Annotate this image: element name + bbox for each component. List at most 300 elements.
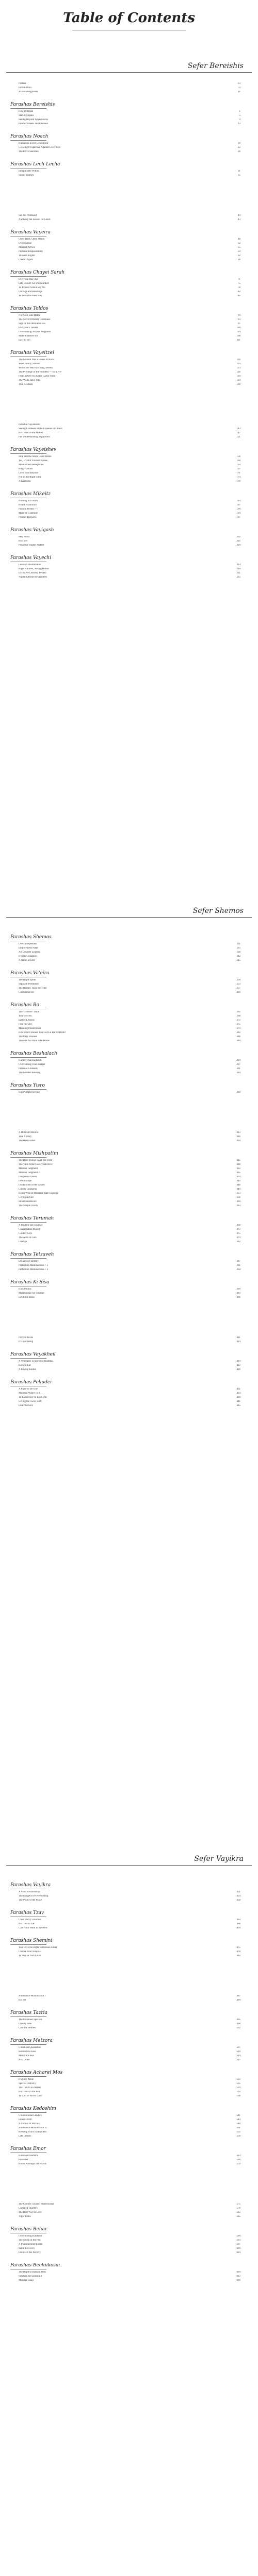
toc-entry-title: Towards Rights	[19, 255, 35, 257]
toc-entry[interactable]	[19, 383, 240, 386]
toc-entry[interactable]	[19, 110, 240, 113]
toc-entry-page: 242	[236, 955, 240, 958]
toc-entry[interactable]	[19, 2055, 240, 2058]
toc-entry-page: 272	[236, 1019, 240, 1022]
toc-entry[interactable]	[19, 286, 240, 290]
toc-entry-title: Proactive Higher Perfect	[19, 544, 44, 547]
toc-entry[interactable]	[19, 314, 240, 317]
toc-entry-title: Harder Than Kadshim	[19, 1059, 42, 1062]
toc-entry[interactable]	[19, 428, 240, 431]
toc-entry[interactable]	[19, 955, 240, 958]
toc-entry[interactable]	[19, 2163, 240, 2166]
toc-entry-title: Growing Perspective Against Every Evil	[19, 146, 61, 149]
toc-entry[interactable]	[19, 432, 240, 435]
toc-entry[interactable]	[19, 331, 240, 334]
toc-entry[interactable]	[19, 2091, 240, 2094]
toc-entry-title: Old Age and Blessings	[19, 291, 42, 293]
toc-entry[interactable]	[19, 323, 240, 326]
toc-entry-page: 218	[236, 568, 240, 570]
toc-entry-page: 470	[236, 1927, 240, 1929]
toc-entry[interactable]	[19, 1404, 240, 1408]
toc-entry[interactable]	[19, 1072, 240, 1075]
book-title: Sefer Shemos	[192, 907, 244, 915]
toc-entry[interactable]	[19, 1140, 240, 1143]
toc-entry[interactable]	[19, 959, 240, 962]
toc-entry[interactable]	[19, 2275, 240, 2278]
toc-entry[interactable]	[19, 375, 240, 378]
toc-entry[interactable]	[19, 1360, 240, 1363]
toc-entry-title: Advertising	[19, 480, 31, 483]
toc-entry-page: 31	[238, 170, 240, 173]
toc-entry[interactable]	[19, 259, 240, 262]
toc-entry[interactable]	[19, 508, 240, 511]
toc-entry[interactable]	[19, 536, 240, 539]
toc-entry[interactable]	[19, 504, 240, 507]
toc-entry[interactable]	[19, 87, 240, 90]
toc-entry-page: xv	[238, 91, 240, 93]
toc-entry[interactable]	[19, 2123, 240, 2126]
toc-entry[interactable]	[19, 174, 240, 177]
toc-entry[interactable]	[19, 480, 240, 483]
toc-entry[interactable]	[19, 363, 240, 366]
parsha-heading: Parashas Vayechi	[10, 555, 52, 561]
toc-entry-title: The Walls Have Jobs	[19, 379, 41, 382]
toc-entry-page: 163	[236, 464, 240, 466]
toc-entry[interactable]	[19, 1180, 240, 1183]
toc-entry[interactable]	[19, 2271, 240, 2274]
toc-entry-title: Yes, It's Not Yourself Speak	[19, 460, 47, 462]
toc-entry[interactable]	[19, 1059, 240, 1062]
toc-entry-page: 387	[236, 1260, 240, 1263]
toc-entry[interactable]	[19, 339, 240, 342]
toc-entry[interactable]	[19, 1364, 240, 1367]
toc-entry[interactable]	[19, 1232, 240, 1235]
toc-entry[interactable]	[19, 979, 240, 982]
toc-entry-page: 48	[238, 238, 240, 241]
toc-entry[interactable]	[19, 146, 240, 149]
toc-entry[interactable]	[19, 987, 240, 990]
toc-entry-page: 238	[236, 951, 240, 954]
toc-entry-page: 609	[236, 2271, 240, 2274]
toc-entry[interactable]	[19, 1368, 240, 1371]
toc-entry[interactable]	[19, 947, 240, 950]
parsha-heading: Parashas Tzav	[10, 1910, 44, 1916]
toc-entry[interactable]	[19, 150, 240, 154]
toc-entry[interactable]	[19, 1011, 240, 1014]
toc-entry[interactable]	[19, 242, 240, 245]
toc-entry[interactable]	[19, 1923, 240, 1926]
toc-entry-title: Seeing Clotheses at the Expense of Others	[19, 428, 62, 430]
toc-entry-page: 294	[236, 1059, 240, 1062]
toc-entry[interactable]	[19, 1063, 240, 1066]
toc-entry[interactable]	[19, 1260, 240, 1263]
toc-entry-page: 514	[236, 2055, 240, 2057]
toc-entry[interactable]	[19, 1995, 240, 1998]
toc-entry[interactable]	[19, 335, 240, 338]
toc-entry-title: Dangerous Deeds	[19, 1176, 37, 1178]
toc-entry[interactable]	[19, 327, 240, 330]
toc-entry-page: 597	[236, 2243, 240, 2246]
toc-entry-page: 93	[238, 318, 240, 321]
toc-entry-title: It's His Guidances	[19, 955, 38, 958]
toc-entry-page: 458	[236, 1899, 240, 1902]
toc-entry-title: Sound Journey	[19, 174, 34, 177]
toc-entry-page: 463	[236, 1919, 240, 1921]
toc-entry-page: 566	[236, 2159, 240, 2161]
toc-entry-title: Product Respects	[19, 516, 37, 519]
toc-entry[interactable]	[19, 472, 240, 475]
toc-entry-page: 187	[236, 504, 240, 506]
toc-entry-title: Righteous in His Generation	[19, 142, 49, 145]
toc-entry[interactable]	[19, 238, 240, 241]
parsha-heading: Parashas Yisro	[10, 1083, 45, 1088]
toc-entry[interactable]	[19, 1091, 240, 1094]
toc-entry-title: To Call or Not to Call?	[19, 2095, 42, 2097]
toc-entry-page: 478	[236, 1951, 240, 1953]
toc-entry-title: Parashas Vayishlach	[19, 423, 40, 426]
toc-entry[interactable]	[19, 2239, 240, 2242]
toc-entry[interactable]	[19, 1400, 240, 1403]
toc-entry[interactable]	[19, 170, 240, 173]
toc-entry[interactable]	[19, 1999, 240, 2002]
toc-entry[interactable]	[19, 476, 240, 479]
toc-entry-page: 100	[236, 327, 240, 329]
toc-entry-page: 438	[236, 1396, 240, 1399]
toc-entry-page: 349	[236, 1188, 240, 1191]
toc-entry-page: 167	[236, 468, 240, 470]
toc-entry[interactable]	[19, 1288, 240, 1291]
toc-entry[interactable]	[19, 460, 240, 463]
toc-entry[interactable]	[19, 255, 240, 258]
toc-entry-page: 18	[238, 142, 240, 145]
toc-entry[interactable]	[19, 1192, 240, 1195]
toc-entry-page: 253	[236, 983, 240, 986]
toc-entry-title: The Ground Was a House of Rock	[19, 359, 54, 361]
toc-entry-page: 507	[236, 2046, 240, 2049]
toc-entry[interactable]	[19, 1946, 240, 1950]
toc-entry-page: 116	[236, 359, 240, 361]
toc-entry-title: Cramped Quarters	[19, 2207, 38, 2210]
toc-entry[interactable]	[19, 1388, 240, 1391]
toc-entry-title: From Where Do Grace Come From?	[19, 375, 57, 378]
toc-entry-title: Dollarwise Identity	[19, 1260, 39, 1263]
toc-entry[interactable]	[19, 1176, 240, 1179]
toc-entry-title: Lineage	[19, 1241, 27, 1243]
toc-entry[interactable]	[19, 114, 240, 117]
toc-entry[interactable]	[19, 2215, 240, 2218]
toc-entry-title: The 'Geneive' Trade	[19, 1011, 40, 1013]
toc-entry[interactable]	[19, 2119, 240, 2122]
toc-entry[interactable]	[19, 2243, 240, 2246]
parsha-underline	[10, 1089, 46, 1090]
toc-entry[interactable]	[19, 214, 240, 217]
toc-entry[interactable]	[19, 436, 240, 439]
toc-entry-page: 301	[236, 1067, 240, 1070]
toc-entry-title: A Loving Kindle	[19, 1368, 36, 1371]
toc-entry[interactable]	[19, 1027, 240, 1030]
parsha-heading: Parashas Tetzaveh	[10, 1252, 54, 1257]
toc-entry-page: 475	[236, 1946, 240, 1949]
toc-entry-page: 575	[236, 2203, 240, 2206]
toc-entry[interactable]	[19, 1172, 240, 1175]
toc-entry[interactable]	[19, 1205, 240, 1208]
toc-entry[interactable]	[19, 1067, 240, 1071]
toc-entry[interactable]	[19, 1268, 240, 1272]
toc-entry-page: 22	[238, 146, 240, 149]
toc-entry[interactable]	[19, 576, 240, 579]
toc-entry[interactable]	[19, 118, 240, 122]
toc-entry[interactable]	[19, 1036, 240, 1039]
toc-entry[interactable]	[19, 123, 240, 126]
toc-entry[interactable]	[19, 2131, 240, 2134]
toc-entry-title: A Name in Edit	[19, 959, 35, 962]
toc-entry[interactable]	[19, 246, 240, 249]
toc-entry[interactable]	[19, 951, 240, 954]
toc-entry-page: 403	[236, 1292, 240, 1295]
toc-entry[interactable]	[19, 2207, 240, 2210]
toc-entry-title: Easy to Sin	[19, 339, 30, 342]
toc-entry-page: 600	[236, 2247, 240, 2250]
toc-entry[interactable]	[19, 2235, 240, 2238]
toc-entry[interactable]	[19, 1899, 240, 1902]
toc-entry[interactable]	[19, 1292, 240, 1295]
toc-entry[interactable]	[19, 2279, 240, 2282]
toc-entry-title: A Place to Be One	[19, 1388, 38, 1391]
toc-entry[interactable]	[19, 1919, 240, 1922]
toc-entry-title: Wise Family Shalom	[19, 363, 41, 365]
toc-entry[interactable]	[19, 1023, 240, 1026]
toc-entry[interactable]	[19, 1955, 240, 1958]
toc-entry[interactable]	[19, 1015, 240, 1018]
parsha-heading: Parashas Vayigash	[10, 528, 54, 533]
toc-entry-page: 419	[236, 1360, 240, 1363]
toc-entry[interactable]	[19, 2155, 240, 2158]
parsha-heading: Parashas Vayeira	[10, 230, 51, 235]
toc-entry-page: 482	[236, 1955, 240, 1957]
toc-entry[interactable]	[19, 1396, 240, 1399]
toc-entry-page: 590	[236, 2235, 240, 2238]
toc-entry[interactable]	[19, 1341, 240, 1344]
toc-entry[interactable]	[19, 2135, 240, 2138]
parsha-underline	[10, 1358, 46, 1359]
toc-entry[interactable]	[19, 1159, 240, 1162]
toc-entry-page: 123	[236, 367, 240, 369]
parsha-heading: Parashas Emor	[10, 2146, 46, 2151]
toc-entry[interactable]	[19, 468, 240, 471]
toc-entry-title: Medical Advice	[19, 246, 35, 249]
toc-entry[interactable]	[19, 142, 240, 145]
toc-entry-title: Vigilant About the Abilities	[19, 576, 47, 579]
toc-entry-page: 616	[236, 2279, 240, 2282]
toc-entry[interactable]	[19, 91, 240, 94]
toc-entry[interactable]	[19, 278, 240, 281]
toc-entry-title: To Stay or Not to Get	[19, 1955, 41, 1957]
parsha-heading: Parashas Lech Lecha	[10, 162, 60, 167]
toc-entry-title: Clearly Changing	[19, 1188, 37, 1191]
toc-entry[interactable]	[19, 1336, 240, 1340]
toc-entry[interactable]	[19, 218, 240, 222]
toc-entry-title: The Sheep in the Pen	[19, 2239, 41, 2242]
toc-entry-title: Meaning Passed on It	[19, 1027, 41, 1030]
toc-entry-title: Priorities	[19, 2159, 28, 2161]
toc-entry[interactable]	[19, 1136, 240, 1139]
toc-entry[interactable]	[19, 1927, 240, 1930]
toc-entry[interactable]	[19, 500, 240, 503]
toc-entry-title: How It Began	[19, 110, 34, 113]
toc-entry[interactable]	[19, 1895, 240, 1898]
toc-entry[interactable]	[19, 544, 240, 547]
toc-entry[interactable]	[19, 1392, 240, 1395]
toc-entry-page: 190	[236, 508, 240, 511]
parsha-heading: Parashas Kedoshim	[10, 2106, 56, 2111]
toc-entry[interactable]	[19, 2211, 240, 2214]
toc-entry[interactable]	[19, 1163, 240, 1166]
toc-entry[interactable]	[19, 564, 240, 567]
toc-entry[interactable]	[19, 371, 240, 374]
toc-entry[interactable]	[19, 423, 240, 427]
toc-entry[interactable]	[19, 1184, 240, 1187]
toc-entry[interactable]	[19, 2114, 240, 2117]
toc-entry-title: Acknowledgments	[19, 91, 38, 93]
toc-entry[interactable]	[19, 82, 240, 86]
book-title: Sefer Bereishis	[187, 62, 244, 70]
toc-entry-title: Life Lesson	[19, 2135, 31, 2138]
toc-entry-page: 235	[236, 947, 240, 950]
toc-entry[interactable]	[19, 1224, 240, 1227]
toc-entry-page: 297	[236, 1063, 240, 1066]
toc-entry[interactable]	[19, 1264, 240, 1267]
toc-entry[interactable]	[19, 2095, 240, 2098]
toc-entry[interactable]	[19, 379, 240, 382]
toc-entry-page: 111	[236, 339, 240, 342]
toc-entry[interactable]	[19, 1040, 240, 1043]
toc-entry[interactable]	[19, 1196, 240, 1199]
toc-entry[interactable]	[19, 991, 240, 994]
toc-entry-title: Dont Lift the Poverty	[19, 2251, 41, 2254]
toc-entry-page: 316	[236, 1136, 240, 1138]
toc-entry-page: 563	[236, 2155, 240, 2157]
parsha-underline	[10, 1222, 46, 1223]
toc-entry-title: Passion Perfect + 1	[19, 508, 39, 511]
toc-entry-title: The Hidden Tools for Trust	[19, 987, 47, 990]
toc-entry[interactable]	[19, 2159, 240, 2162]
toc-entry-title: Hass Photos	[19, 1288, 31, 1291]
toc-entry-page: 517	[236, 2059, 240, 2061]
toc-entry[interactable]	[19, 250, 240, 253]
toc-entry-title: It's Journaling	[19, 1341, 34, 1343]
toc-entry[interactable]	[19, 2027, 240, 2030]
toc-entry[interactable]	[19, 2087, 240, 2090]
toc-entry[interactable]	[19, 1031, 240, 1035]
toc-entry[interactable]	[19, 540, 240, 543]
toc-entry[interactable]	[19, 516, 240, 519]
toc-entry[interactable]	[19, 2050, 240, 2054]
toc-entry[interactable]	[19, 1228, 240, 1231]
toc-entry[interactable]	[19, 2082, 240, 2086]
parsha-underline	[10, 453, 46, 454]
toc-entry-title: Overlooking but Not Forgotten	[19, 331, 51, 333]
toc-entry-title: Lesson Consideration	[19, 564, 41, 566]
toc-entry[interactable]	[19, 1951, 240, 1954]
toc-entry-title: Perfection Mamleachbas + 2	[19, 1268, 49, 1271]
toc-entry[interactable]	[19, 1200, 240, 1204]
toc-entry-title: There Is No Place Like Home	[19, 1040, 50, 1042]
toc-entry-page: 97	[238, 323, 240, 325]
toc-entry[interactable]	[19, 572, 240, 575]
toc-entry-title: The Dove Searches	[19, 150, 39, 153]
parsha-underline	[10, 312, 46, 313]
toc-entry[interactable]	[19, 291, 240, 294]
toc-entry[interactable]	[19, 2127, 240, 2130]
parsha-heading: Parashas Shemos	[10, 935, 52, 940]
toc-entry-page: 26	[238, 150, 240, 153]
toc-entry-page: 52	[238, 242, 240, 245]
toc-entry[interactable]	[19, 2019, 240, 2022]
toc-entry[interactable]	[19, 2023, 240, 2026]
toc-entry[interactable]	[19, 943, 240, 946]
toc-entry[interactable]	[19, 2247, 240, 2250]
toc-entry-page: 245	[236, 959, 240, 962]
toc-entry-title: Conversation Money	[19, 1228, 41, 1231]
toc-entry[interactable]	[19, 1891, 240, 1894]
toc-entry-page: 394	[236, 1268, 240, 1271]
toc-entry[interactable]	[19, 983, 240, 986]
toc-entry[interactable]	[19, 568, 240, 571]
toc-entry[interactable]	[19, 2251, 240, 2255]
toc-entry-title: Elders's Mitt	[19, 2119, 32, 2121]
toc-entry[interactable]	[19, 1188, 240, 1191]
parsha-underline	[10, 1057, 46, 1058]
toc-entry[interactable]	[19, 282, 240, 285]
toc-entry[interactable]	[19, 1296, 240, 1299]
parsha-heading: Parashas Mishpatim	[10, 1151, 58, 1156]
toc-entry[interactable]	[19, 318, 240, 321]
toc-entry[interactable]	[19, 2078, 240, 2081]
toc-entry-page: 126	[236, 371, 240, 374]
toc-entry-title: A Choice of Mirrors	[19, 2123, 40, 2125]
toc-entry[interactable]	[19, 1019, 240, 1022]
toc-entry-title: Vigor Items	[19, 2215, 31, 2218]
toc-entry-page: 441	[236, 1400, 240, 1403]
toc-entry-page: 13	[238, 123, 240, 125]
toc-entry-title: Special Delivery	[19, 2082, 36, 2085]
toc-entry-page: 178	[236, 480, 240, 483]
toc-entry[interactable]	[19, 2203, 240, 2206]
toc-entry-page: 342	[236, 1180, 240, 1182]
toc-entry-title: Separate Problems?	[19, 983, 39, 986]
toc-entry[interactable]	[19, 1236, 240, 1240]
toc-entry[interactable]	[19, 295, 240, 298]
toc-entry[interactable]	[19, 2046, 240, 2049]
toc-entry[interactable]	[19, 1167, 240, 1171]
toc-entry[interactable]	[19, 455, 240, 459]
toc-entry[interactable]	[19, 464, 240, 467]
toc-entry[interactable]	[19, 1131, 240, 1134]
parsha-underline	[10, 140, 46, 141]
toc-entry-page: 498	[236, 2023, 240, 2025]
toc-entry[interactable]	[19, 2059, 240, 2062]
toc-entry-page: 522	[236, 2078, 240, 2081]
toc-entry-page: 541	[236, 2114, 240, 2117]
toc-entry[interactable]	[19, 359, 240, 362]
toc-entry[interactable]	[19, 512, 240, 515]
toc-entry-title: It's Only Mine	[19, 2078, 34, 2081]
toc-entry[interactable]	[19, 367, 240, 370]
toc-entry-title: Perfection Mamleachbas + 1	[19, 1264, 49, 1267]
parsha-heading: Parashas Beshalach	[10, 1051, 57, 1056]
toc-entry-title: Care Your Work in the Now	[19, 1927, 47, 1929]
toc-entry[interactable]	[19, 1241, 240, 1244]
